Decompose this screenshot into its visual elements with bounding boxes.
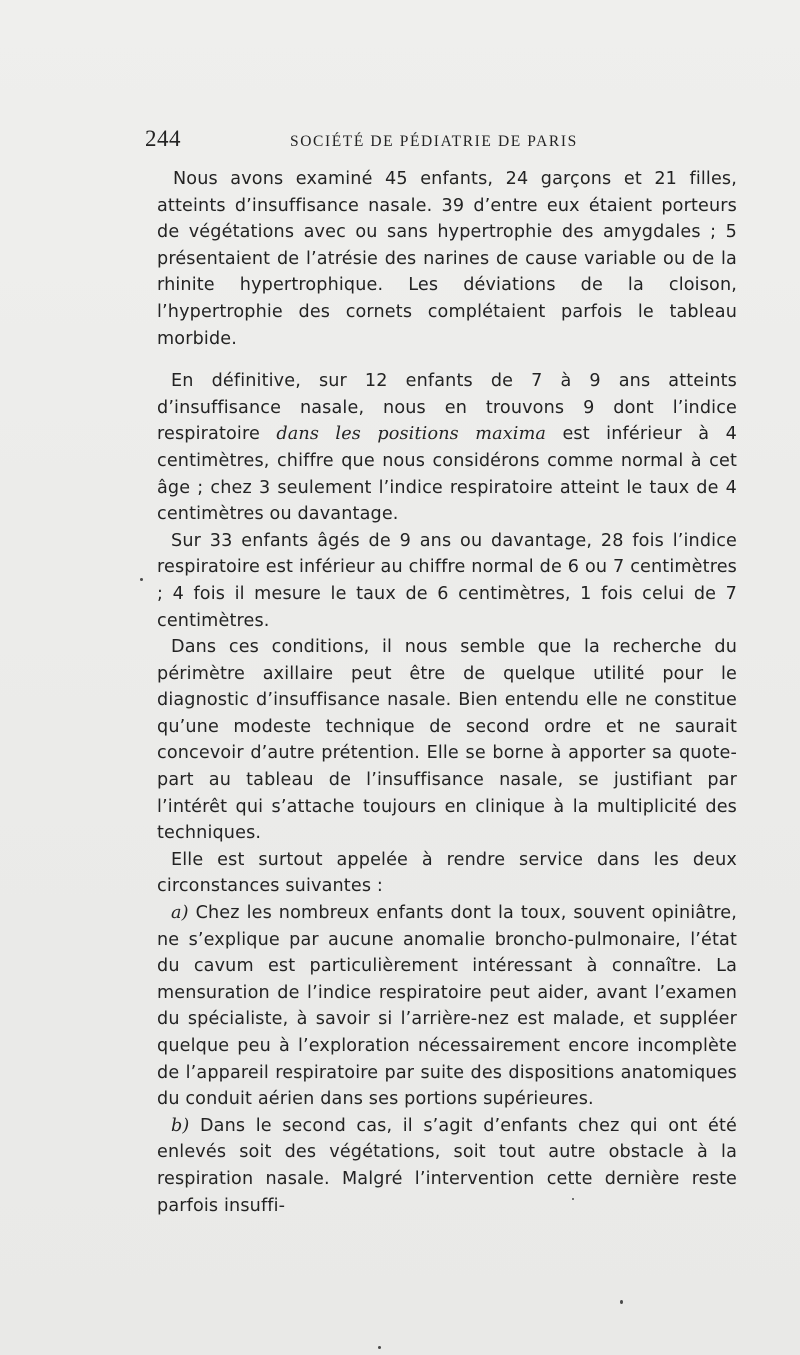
speck <box>140 578 143 581</box>
speck <box>620 1300 623 1304</box>
paragraph-1: Nous avons examiné 45 enfants, 24 garçons et 21 filles, atteints d’insuffisance nasale. 39 d’entre eux étaient porteurs de végétations avec ou sans hypertrophie des amygdales ; 5 présentaient de l’atrésie des narines de cause variable ou de la rhinite hypertrophique. Les déviations de la cloison, l’hypertrophie des cornets complétaient parfois le tableau morbide. <box>157 169 737 349</box>
paragraph-7 <box>157 1113 737 1219</box>
running-head <box>145 126 740 156</box>
paragraph-7-text: Dans le second cas, il s’agit d’enfants chez qui ont été enlevés soit des végétations, soit tout autre obstacle à la respiration nasale. Malgré l’intervention cette dernière reste parfois insuffi- <box>157 1115 737 1216</box>
speck <box>572 1198 574 1200</box>
paragraph-6 <box>157 900 737 1113</box>
list-label-b: b) <box>171 1115 190 1136</box>
journal-title: SOCIÉTÉ DE PÉDIATRIE DE PARIS <box>290 133 578 150</box>
paragraph-4: Dans ces conditions, il nous semble que la recherche du périmètre axillaire peut être de quelque utilité pour le diagnostic d’insuffisance nasale. Bien entendu elle ne constitue qu’une modeste technique de second ordre et ne saurait concevoir d’autre prétention. Elle se borne à apporter sa quote-part au tableau de l’insuffisance nasale, se justifiant par l’intérêt qui s’attache toujours en clinique à la multiplicité des techniques. <box>157 637 737 844</box>
paragraph-3: Sur 33 enfants âgés de 9 ans ou davantage, 28 fois l’indice respiratoire est inférieur au chiffre normal de 6 ou 7 centimètres ; 4 fois il mesure le taux de 6 centimètres, 1 fois celui de 7 centimètres. <box>157 530 737 631</box>
page-number: 244 <box>145 126 181 151</box>
paragraph-2-text-after: est inférieur à 4 centimètres, chiffre que nous considérons comme normal à cet âge ; chez 3 seulement l’indice respiratoire atteint le taux de 4 centimètres ou davantage. <box>157 424 737 525</box>
paragraph-2-text-before: En définitive, sur 12 enfants de 7 à 9 ans atteints d’insuffisance nasale, nous en trouvons 9 dont l’indice respiratoire <box>157 371 737 445</box>
paragraph-6-text: Chez les nombreux enfants dont la toux, souvent opiniâtre, ne s’explique par aucune anomalie broncho-pulmonaire, l’état du cavum est particulièrement intéressant à connaître. La mensuration de l’indice respiratoire peut aider, avant l’examen du spécialiste, à savoir si l’arrière-nez est malade, et suppléer quelque peu à l’exploration nécessairement encore incomplète de l’appareil respiratoire par suite des dispositions anatomiques du conduit aérien dans ses portions supérieures. <box>157 903 737 1110</box>
list-label-a: a) <box>171 903 189 924</box>
speck <box>378 1346 381 1349</box>
paragraph-5: Elle est surtout appelée à rendre service dans les deux circonstances suivantes : <box>157 849 737 897</box>
paragraph-2-italic: dans les positions maxima <box>276 424 547 445</box>
paragraph-2 <box>157 368 737 528</box>
body-text <box>157 166 737 1219</box>
